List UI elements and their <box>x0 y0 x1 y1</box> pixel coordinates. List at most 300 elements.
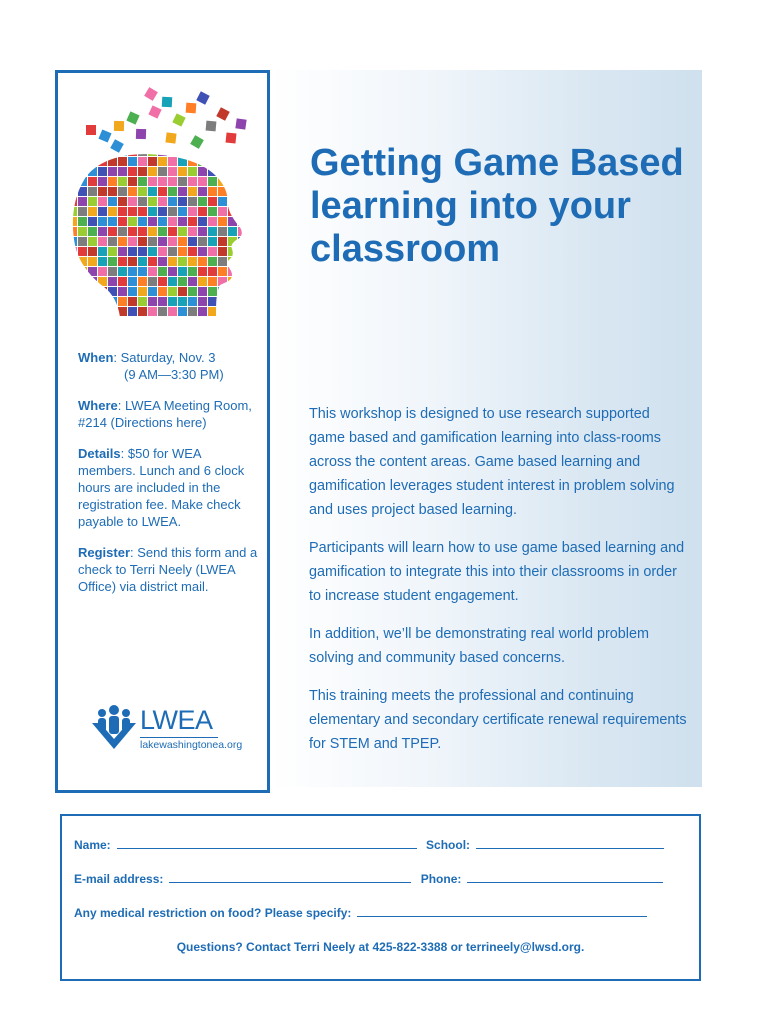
puzzle-piece <box>158 167 167 176</box>
puzzle-piece <box>168 147 177 156</box>
puzzle-piece <box>78 317 87 326</box>
puzzle-piece <box>208 197 217 206</box>
puzzle-piece <box>208 187 217 196</box>
puzzle-piece <box>188 157 197 166</box>
puzzle-piece <box>108 257 117 266</box>
puzzle-piece <box>118 287 127 296</box>
puzzle-piece <box>108 167 117 176</box>
puzzle-piece <box>98 317 107 326</box>
puzzle-piece <box>148 197 157 206</box>
puzzle-piece <box>68 177 77 186</box>
puzzle-piece <box>68 247 77 256</box>
puzzle-piece <box>178 277 187 286</box>
registration-form <box>60 814 701 981</box>
medical-label: Any medical restriction on food? Please specify: <box>74 906 352 920</box>
school-field[interactable] <box>476 838 664 849</box>
puzzle-piece <box>208 157 217 166</box>
puzzle-piece <box>118 307 127 316</box>
puzzle-piece <box>188 147 197 156</box>
puzzle-piece <box>118 157 127 166</box>
puzzle-piece <box>188 237 197 246</box>
puzzle-piece <box>110 139 124 153</box>
medical-field[interactable] <box>357 906 647 917</box>
puzzle-piece <box>178 267 187 276</box>
puzzle-piece <box>178 147 187 156</box>
puzzle-piece <box>98 287 107 296</box>
email-field[interactable] <box>169 872 411 883</box>
puzzle-piece <box>148 287 157 296</box>
puzzle-piece <box>218 227 227 236</box>
puzzle-piece <box>68 317 77 326</box>
puzzle-piece <box>128 217 137 226</box>
puzzle-piece <box>158 237 167 246</box>
puzzle-piece <box>238 307 247 316</box>
puzzle-piece <box>198 187 207 196</box>
puzzle-piece <box>238 157 247 166</box>
puzzle-piece <box>98 217 107 226</box>
puzzle-piece <box>208 257 217 266</box>
puzzle-piece <box>188 297 197 306</box>
name-field[interactable] <box>117 838 417 849</box>
puzzle-piece <box>228 317 237 326</box>
puzzle-piece <box>118 317 127 326</box>
puzzle-piece <box>118 267 127 276</box>
puzzle-piece <box>148 297 157 306</box>
puzzle-piece <box>88 197 97 206</box>
puzzle-piece <box>218 217 227 226</box>
puzzle-piece <box>118 297 127 306</box>
puzzle-piece <box>128 317 137 326</box>
puzzle-piece <box>78 217 87 226</box>
puzzle-piece <box>198 237 207 246</box>
puzzle-piece <box>108 247 117 256</box>
puzzle-piece <box>138 227 147 236</box>
puzzle-piece <box>228 157 237 166</box>
puzzle-piece <box>218 297 227 306</box>
puzzle-piece <box>78 177 87 186</box>
puzzle-piece <box>78 167 87 176</box>
puzzle-piece <box>128 157 137 166</box>
puzzle-piece <box>168 307 177 316</box>
puzzle-piece <box>228 267 237 276</box>
puzzle-piece <box>168 227 177 236</box>
puzzle-piece <box>88 177 97 186</box>
puzzle-piece <box>108 207 117 216</box>
puzzle-piece <box>78 257 87 266</box>
puzzle-piece <box>218 257 227 266</box>
puzzle-piece <box>138 297 147 306</box>
puzzle-piece <box>98 257 107 266</box>
puzzle-piece <box>68 207 77 216</box>
puzzle-piece <box>188 307 197 316</box>
puzzle-piece <box>144 87 158 101</box>
puzzle-piece <box>128 267 137 276</box>
puzzle-piece <box>68 167 77 176</box>
puzzle-piece <box>228 167 237 176</box>
puzzle-piece <box>108 217 117 226</box>
puzzle-piece <box>98 167 107 176</box>
form-row-name <box>74 838 664 852</box>
page-title: Getting Game Based learning into your classroom <box>310 142 684 270</box>
puzzle-piece <box>118 177 127 186</box>
description-paragraph-1: This workshop is designed to use research supported game based and gamification learning into class-rooms across the content areas. Game based learning and gamification leverages student interest in problem solving and uses project based learning. <box>309 406 675 518</box>
puzzle-piece <box>98 297 107 306</box>
puzzle-piece <box>148 217 157 226</box>
puzzle-piece <box>68 187 77 196</box>
puzzle-piece <box>98 247 107 256</box>
puzzle-piece <box>118 197 127 206</box>
puzzle-piece <box>168 287 177 296</box>
phone-label: Phone: <box>420 872 462 886</box>
puzzle-piece <box>148 277 157 286</box>
puzzle-piece <box>218 277 227 286</box>
puzzle-piece <box>228 187 237 196</box>
people-diamond-icon <box>88 703 140 755</box>
puzzle-piece <box>138 287 147 296</box>
info-sidebar <box>55 70 270 793</box>
puzzle-piece <box>168 277 177 286</box>
puzzle-piece <box>218 167 227 176</box>
puzzle-piece <box>78 277 87 286</box>
puzzle-piece <box>98 277 107 286</box>
when-value: : Saturday, Nov. 3 <box>113 350 216 365</box>
puzzle-piece <box>88 187 97 196</box>
puzzle-piece <box>138 277 147 286</box>
puzzle-piece <box>128 247 137 256</box>
puzzle-piece <box>208 147 217 156</box>
puzzle-piece <box>228 237 237 246</box>
puzzle-piece <box>228 247 237 256</box>
puzzle-piece <box>88 257 97 266</box>
puzzle-piece <box>108 287 117 296</box>
puzzle-piece <box>88 147 97 156</box>
puzzle-piece <box>198 267 207 276</box>
phone-field[interactable] <box>467 872 663 883</box>
puzzle-piece <box>228 177 237 186</box>
puzzle-piece <box>178 197 187 206</box>
puzzle-head-icon <box>66 85 256 330</box>
puzzle-piece <box>218 197 227 206</box>
description-paragraph-4: This training meets the professional and continuing elementary and secondary certificate renewal requirements for STEM and TPEP. <box>309 688 687 752</box>
puzzle-piece <box>208 207 217 216</box>
puzzle-piece <box>198 197 207 206</box>
puzzle-piece <box>178 257 187 266</box>
puzzle-piece <box>98 147 107 156</box>
puzzle-piece <box>218 177 227 186</box>
puzzle-piece <box>198 287 207 296</box>
puzzle-piece <box>158 147 167 156</box>
puzzle-piece <box>138 317 147 326</box>
logo-url: lakewashingtonea.org <box>140 739 243 751</box>
puzzle-piece <box>118 217 127 226</box>
puzzle-piece <box>238 217 247 226</box>
puzzle-piece <box>68 307 77 316</box>
puzzle-piece <box>148 257 157 266</box>
puzzle-piece <box>198 217 207 226</box>
puzzle-piece <box>198 297 207 306</box>
puzzle-piece <box>168 157 177 166</box>
puzzle-piece <box>68 237 77 246</box>
puzzle-piece <box>68 287 77 296</box>
details-block <box>78 445 260 530</box>
puzzle-piece <box>118 167 127 176</box>
puzzle-piece <box>138 147 147 156</box>
puzzle-piece <box>235 118 246 129</box>
puzzle-piece <box>168 217 177 226</box>
puzzle-piece <box>148 267 157 276</box>
puzzle-piece <box>158 317 167 326</box>
puzzle-piece <box>178 217 187 226</box>
puzzle-piece <box>208 287 217 296</box>
puzzle-piece <box>178 317 187 326</box>
puzzle-piece <box>178 287 187 296</box>
puzzle-piece <box>168 207 177 216</box>
puzzle-piece <box>238 197 247 206</box>
puzzle-piece <box>198 307 207 316</box>
puzzle-piece <box>138 157 147 166</box>
puzzle-piece <box>98 227 107 236</box>
puzzle-piece <box>208 307 217 316</box>
puzzle-piece <box>228 207 237 216</box>
puzzle-piece <box>148 237 157 246</box>
puzzle-piece <box>238 147 247 156</box>
puzzle-piece <box>108 297 117 306</box>
puzzle-piece <box>216 107 230 121</box>
puzzle-piece <box>198 277 207 286</box>
puzzle-piece <box>138 307 147 316</box>
puzzle-piece <box>88 307 97 316</box>
puzzle-piece <box>98 267 107 276</box>
puzzle-piece <box>158 227 167 236</box>
description-paragraph-3: In addition, we’ll be demonstrating real world problem solving and community based concerns. <box>309 626 649 666</box>
puzzle-piece <box>208 177 217 186</box>
puzzle-piece <box>208 217 217 226</box>
puzzle-piece <box>78 157 87 166</box>
puzzle-piece <box>208 297 217 306</box>
puzzle-piece <box>68 157 77 166</box>
puzzle-piece <box>158 207 167 216</box>
puzzle-piece <box>98 177 107 186</box>
puzzle-piece <box>168 177 177 186</box>
puzzle-piece <box>178 187 187 196</box>
lwea-logo <box>88 701 243 757</box>
puzzle-piece <box>128 207 137 216</box>
puzzle-piece <box>108 267 117 276</box>
puzzle-piece <box>218 157 227 166</box>
puzzle-piece <box>208 317 217 326</box>
puzzle-piece <box>198 317 207 326</box>
puzzle-piece <box>218 317 227 326</box>
puzzle-piece <box>158 217 167 226</box>
puzzle-piece <box>178 237 187 246</box>
puzzle-piece <box>88 237 97 246</box>
puzzle-piece <box>198 257 207 266</box>
form-row-email <box>74 872 663 886</box>
puzzle-piece <box>238 227 247 236</box>
puzzle-piece <box>78 297 87 306</box>
puzzle-piece <box>188 217 197 226</box>
workshop-description <box>309 402 689 770</box>
contact-line: Questions? Contact Terri Neely at 425-822-3388 or terrineely@lwsd.org. <box>176 940 585 954</box>
name-label: Name: <box>74 838 111 852</box>
puzzle-piece <box>128 297 137 306</box>
puzzle-piece <box>98 197 107 206</box>
puzzle-piece <box>86 125 96 135</box>
when-time: (9 AM—3:30 PM) <box>124 367 224 382</box>
puzzle-piece <box>208 267 217 276</box>
puzzle-piece <box>172 113 185 126</box>
puzzle-piece <box>196 91 209 104</box>
puzzle-piece <box>78 227 87 236</box>
puzzle-piece <box>118 247 127 256</box>
puzzle-piece <box>68 197 77 206</box>
puzzle-piece <box>188 287 197 296</box>
puzzle-piece <box>68 297 77 306</box>
puzzle-piece <box>218 247 227 256</box>
where-label: Where <box>78 398 118 413</box>
puzzle-piece <box>128 287 137 296</box>
puzzle-piece <box>158 197 167 206</box>
puzzle-piece <box>218 287 227 296</box>
puzzle-piece <box>98 307 107 316</box>
puzzle-piece <box>78 307 87 316</box>
puzzle-piece <box>108 237 117 246</box>
puzzle-piece <box>158 177 167 186</box>
puzzle-piece <box>138 247 147 256</box>
puzzle-piece <box>148 207 157 216</box>
puzzle-piece <box>238 247 247 256</box>
puzzle-piece <box>78 267 87 276</box>
puzzle-piece <box>165 132 176 143</box>
puzzle-piece <box>238 187 247 196</box>
logo-rule <box>140 737 218 738</box>
puzzle-piece <box>88 277 97 286</box>
puzzle-piece <box>108 187 117 196</box>
puzzle-piece <box>188 187 197 196</box>
puzzle-piece <box>228 257 237 266</box>
puzzle-piece <box>138 177 147 186</box>
puzzle-piece <box>128 167 137 176</box>
puzzle-piece <box>188 277 197 286</box>
puzzle-piece <box>218 147 227 156</box>
puzzle-piece <box>218 187 227 196</box>
puzzle-piece <box>126 111 139 124</box>
school-label: School: <box>426 838 471 852</box>
puzzle-piece <box>138 167 147 176</box>
puzzle-piece <box>68 147 77 156</box>
puzzle-piece <box>238 237 247 246</box>
puzzle-piece <box>128 177 137 186</box>
puzzle-piece <box>148 177 157 186</box>
puzzle-piece <box>136 129 146 139</box>
puzzle-piece <box>198 177 207 186</box>
puzzle-piece <box>178 227 187 236</box>
puzzle-piece <box>88 317 97 326</box>
puzzle-piece <box>238 267 247 276</box>
puzzle-piece <box>168 167 177 176</box>
puzzle-piece <box>238 287 247 296</box>
puzzle-piece <box>118 207 127 216</box>
puzzle-piece <box>238 177 247 186</box>
register-block <box>78 544 260 595</box>
puzzle-piece <box>108 157 117 166</box>
puzzle-piece <box>188 167 197 176</box>
puzzle-piece <box>238 277 247 286</box>
puzzle-piece <box>68 277 77 286</box>
puzzle-piece <box>188 207 197 216</box>
puzzle-piece <box>148 307 157 316</box>
puzzle-piece <box>138 207 147 216</box>
puzzle-piece <box>198 157 207 166</box>
puzzle-piece <box>198 207 207 216</box>
puzzle-piece <box>178 167 187 176</box>
puzzle-piece <box>108 277 117 286</box>
puzzle-piece <box>238 297 247 306</box>
puzzle-piece <box>158 257 167 266</box>
puzzle-piece <box>188 267 197 276</box>
puzzle-piece <box>158 267 167 276</box>
where-block <box>78 397 260 431</box>
puzzle-piece <box>238 317 247 326</box>
puzzle-piece <box>138 197 147 206</box>
puzzle-piece <box>208 237 217 246</box>
puzzle-piece <box>228 197 237 206</box>
puzzle-piece <box>218 207 227 216</box>
puzzle-piece <box>206 121 217 132</box>
puzzle-piece <box>98 187 107 196</box>
puzzle-piece <box>158 187 167 196</box>
puzzle-piece <box>88 167 97 176</box>
puzzle-piece <box>128 197 137 206</box>
puzzle-piece <box>218 307 227 316</box>
puzzle-piece <box>208 247 217 256</box>
puzzle-piece <box>168 237 177 246</box>
details-label: Details <box>78 446 121 461</box>
puzzle-piece <box>218 237 227 246</box>
puzzle-piece <box>88 297 97 306</box>
puzzle-piece <box>88 207 97 216</box>
puzzle-piece <box>88 157 97 166</box>
puzzle-piece <box>178 297 187 306</box>
puzzle-piece <box>188 227 197 236</box>
puzzle-piece <box>158 287 167 296</box>
puzzle-piece <box>118 277 127 286</box>
puzzle-piece <box>148 187 157 196</box>
puzzle-piece <box>78 207 87 216</box>
puzzle-piece <box>78 247 87 256</box>
puzzle-piece <box>238 207 247 216</box>
puzzle-piece <box>198 227 207 236</box>
puzzle-piece <box>168 257 177 266</box>
puzzle-piece <box>108 317 117 326</box>
puzzle-piece <box>208 167 217 176</box>
puzzle-piece <box>108 177 117 186</box>
when-block <box>78 349 260 383</box>
puzzle-piece <box>188 317 197 326</box>
puzzle-piece <box>158 157 167 166</box>
puzzle-piece <box>114 121 124 131</box>
puzzle-piece <box>168 187 177 196</box>
puzzle-piece <box>88 267 97 276</box>
description-paragraph-2: Participants will learn how to use game based learning and gamification to integrate this into their classrooms in order to increase student engagement. <box>309 540 685 604</box>
puzzle-piece <box>208 227 217 236</box>
puzzle-piece <box>178 157 187 166</box>
puzzle-piece <box>148 317 157 326</box>
puzzle-piece <box>108 307 117 316</box>
puzzle-piece <box>108 197 117 206</box>
puzzle-piece <box>78 187 87 196</box>
puzzle-piece <box>228 297 237 306</box>
